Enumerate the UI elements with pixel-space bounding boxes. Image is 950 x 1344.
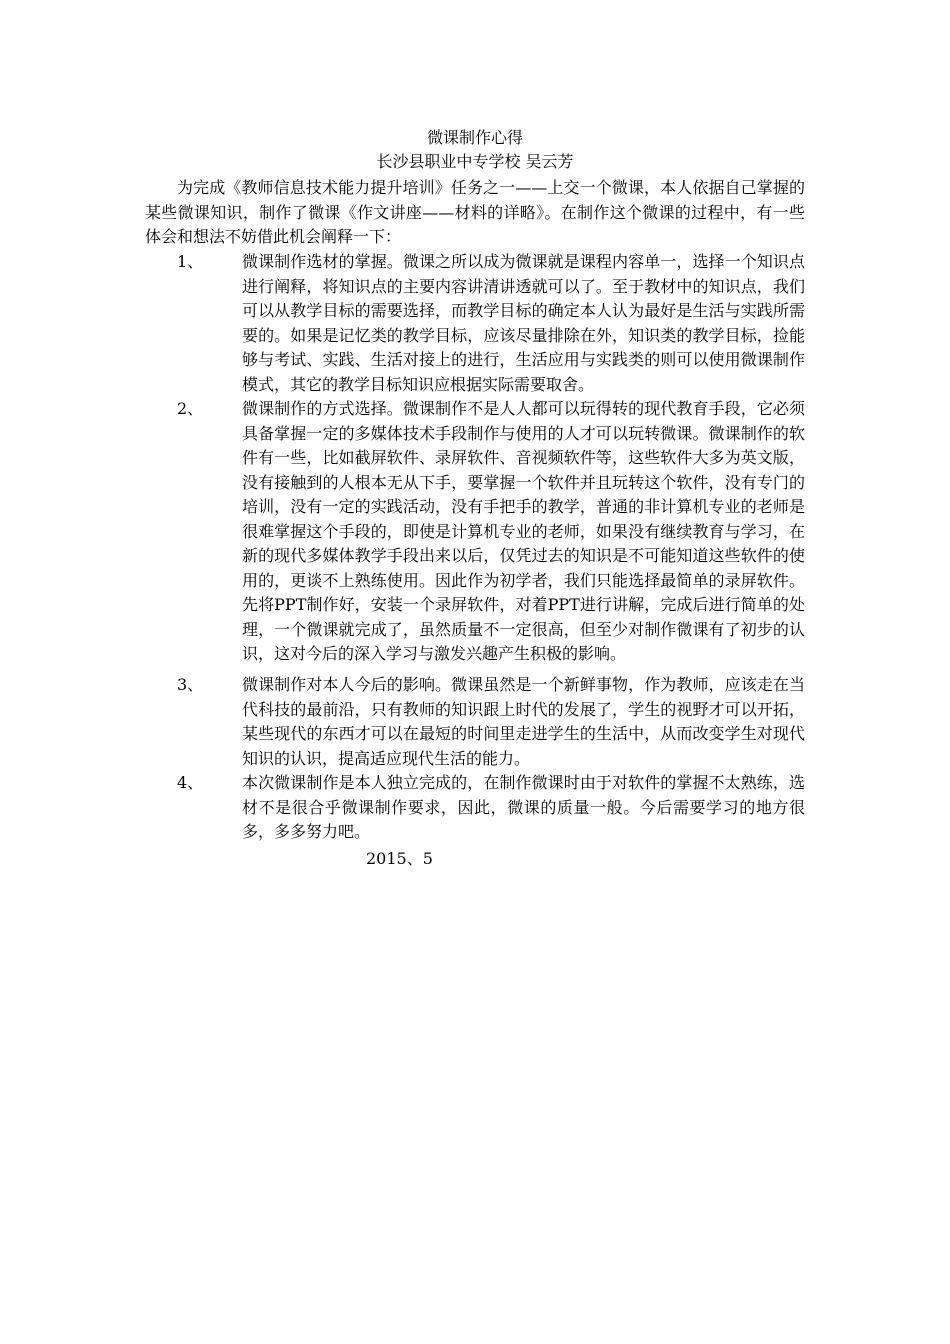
- intro-paragraph: 为完成《教师信息技术能力提升培训》任务之一——上交一个微课，本人依据自己掌握的某些微课知识，制作了微课《作文讲座——材料的详略》。在制作这个微课的过程中，有一些体会和想法不妨借此机会阐释一下：: [145, 178, 805, 246]
- list-item-number: 1、: [177, 252, 204, 271]
- document-title: 微课制作心得: [426, 128, 523, 147]
- list-item: [145, 673, 805, 771]
- list-item-number: 2、: [177, 399, 204, 418]
- list-item: [145, 397, 805, 667]
- list-item-text: 微课制作的方式选择。微课制作不是人人都可以玩得转的现代教育手段，它必须具备掌握一定的多媒体技术手段制作与使用的人才可以玩转微课。微课制作的软件有一些，比如截屏软件、录屏软件、音视频软件等，这些软件大多为英文版，没有接触到的人根本无从下手，要掌握一个软件并且玩转这个软件，没有专门的培训，没有一定的实践活动，没有手把手的教学，普通的非计算机专业的老师是很难掌握这个手段的，即使是计算机专业的老师，如果没有继续教育与学习，在新的现代多媒体教学手段出来以后，仅凭过去的知识是不可能知道这些软件的使用的，更谈不上熟练使用。因此作为初学者，我们只能选择最简单的录屏软件。先将PPT制作好，安装一个录屏软件，对着PPT进行讲解，完成后进行简单的处理，一个微课就完成了，虽然质量不一定很高，但至少对制作微课有了初步的认识，这对今后的深入学习与激发兴趣产生积极的影响。: [242, 399, 805, 663]
- author-line: 长沙县职业中专学校 吴云芳: [376, 152, 574, 171]
- document-date: 2015、5: [366, 849, 433, 868]
- list-item-number: 3、: [177, 675, 204, 694]
- list-item-text: 微课制作选材的掌握。微课之所以成为微课就是课程内容单一，选择一个知识点进行阐释，将知识点的主要内容讲清讲透就可以了。至于教材中的知识点，我们可以从教学目标的需要选择，而教学目标的确定本人认为最好是生活与实践所需要的。如果是记忆类的教学目标，应该尽量排除在外，知识类的教学目标，捡能够与考试、实践、生活对接上的进行，生活应用与实践类的则可以使用微课制作模式，其它的教学目标知识应根据实际需要取舍。: [242, 252, 805, 394]
- list-item-text: 微课制作对本人今后的影响。微课虽然是一个新鲜事物，作为教师，应该走在当代科技的最前沿，只有教师的知识跟上时代的发展了，学生的视野才可以开拓，某些现代的东西才可以在最短的时间里走进学生的生活中，从而改变学生对现代知识的认识，提高适应现代生活的能力。: [242, 675, 805, 768]
- list-item-text: 本次微课制作是本人独立完成的，在制作微课时由于对软件的掌握不太熟练，选材不是很合乎微课制作要求，因此，微课的质量一般。今后需要学习的地方很多，多多努力吧。: [242, 773, 805, 841]
- list-item: [145, 250, 805, 397]
- list-item: [145, 771, 805, 845]
- list-item-number: 4、: [177, 773, 204, 792]
